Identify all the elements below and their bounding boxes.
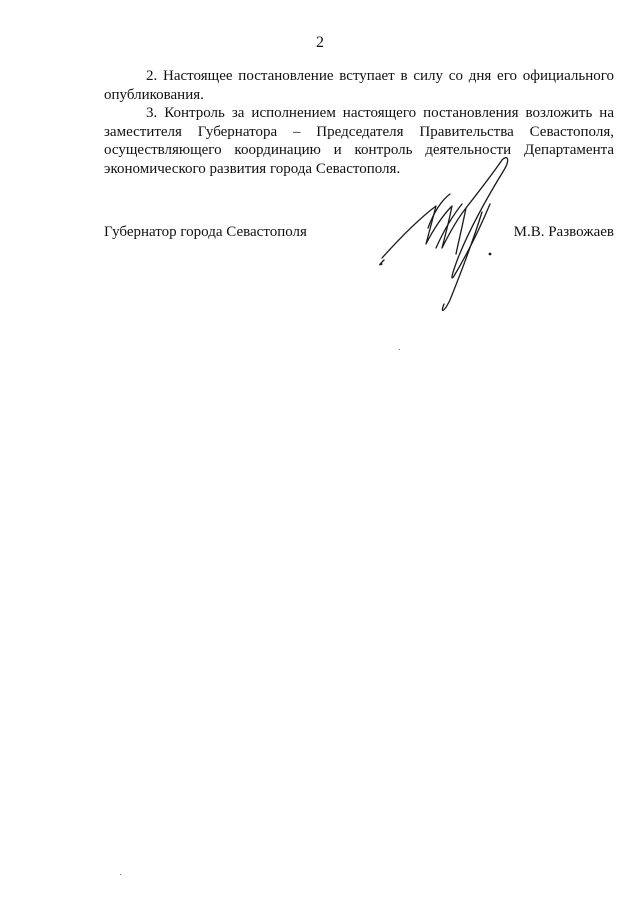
paragraph-2: 2. Настоящее постановление вступает в силу со дня его официального опубликования.	[104, 68, 614, 103]
scan-speck	[120, 874, 121, 875]
handwritten-signature-icon	[370, 148, 550, 318]
paragraph-3: 3. Контроль за исполнением настоящего постановления возложить на заместителя Губернатора – Председателя Правительства Севастополя, осуществляющего координацию и контроль деятельности Департамента экономического развития города Севастополя.	[104, 105, 614, 177]
page-number: 2	[316, 34, 324, 51]
signatory-name: М.В. Развожаев	[513, 224, 614, 240]
scan-speck	[399, 349, 400, 350]
signatory-title: Губернатор города Севастополя	[104, 224, 307, 240]
